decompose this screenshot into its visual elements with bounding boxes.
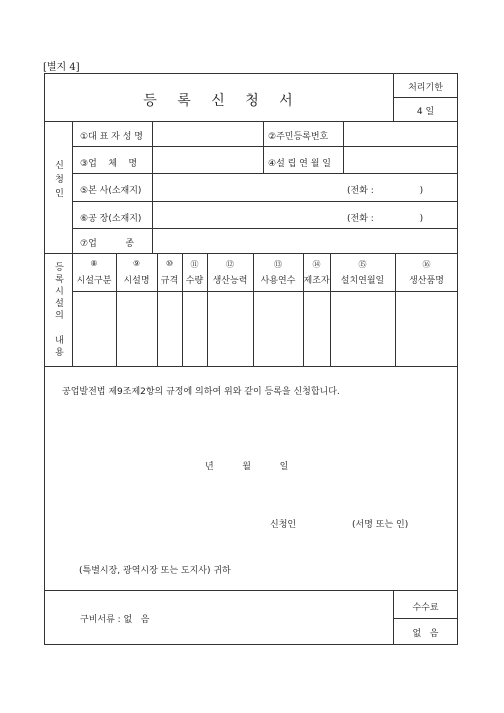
factory-phone: (전화 : ) bbox=[347, 214, 424, 224]
facility-column-header: 사용연수 bbox=[260, 276, 296, 286]
rrn-label: ②주민등록번호 bbox=[268, 132, 329, 142]
divider bbox=[72, 291, 458, 292]
divider bbox=[72, 201, 458, 202]
divider bbox=[157, 253, 158, 366]
head-office-label: ⑤본 사(소재지) bbox=[80, 186, 142, 196]
facility-column-number: ⑬ bbox=[274, 260, 282, 269]
fee-label: 수수료 bbox=[412, 603, 439, 613]
divider bbox=[393, 97, 458, 98]
facility-column-number: ⑯ bbox=[422, 260, 431, 269]
form-title: 등 록 신 청 서 bbox=[143, 93, 294, 109]
facility-column-header: 시설명 bbox=[123, 276, 150, 286]
facility-column-header: 설치연월일 bbox=[340, 276, 385, 286]
company-name-label: ③업 체 명 bbox=[80, 159, 138, 169]
divider bbox=[44, 590, 458, 591]
facility-column-number: ⑪ bbox=[190, 260, 199, 269]
form-id: [별지 4] bbox=[43, 62, 80, 73]
business-type-label: ⑦업 종 bbox=[80, 239, 135, 249]
divider bbox=[263, 121, 264, 173]
facility-column-header: 생산품명 bbox=[409, 276, 444, 286]
facility-column-number: ⑭ bbox=[312, 260, 321, 269]
divider bbox=[72, 228, 458, 229]
divider bbox=[72, 146, 458, 147]
divider bbox=[393, 618, 458, 619]
facility-column-header: 제조자 bbox=[303, 276, 330, 286]
facility-column-number: ⑮ bbox=[358, 260, 367, 269]
facilities-section-label: 등록시설의 내용 bbox=[53, 262, 63, 359]
divider bbox=[72, 121, 73, 253]
attachments: 구비서류 : 없 음 bbox=[80, 615, 150, 625]
fee-value: 없 음 bbox=[412, 629, 439, 639]
applicant-section-label: 신청인 bbox=[53, 160, 63, 202]
divider bbox=[44, 121, 458, 122]
divider bbox=[44, 366, 458, 367]
facility-column-header: 수량 bbox=[185, 276, 204, 286]
application-statement: 공업발전법 제9조제2항의 규정에 의하여 위와 같이 등록을 신청합니다. bbox=[62, 387, 340, 397]
divider bbox=[72, 173, 458, 174]
established-date-label: ④설 립 연 월 일 bbox=[268, 159, 331, 169]
divider bbox=[116, 253, 117, 366]
facility-column-number: ⑫ bbox=[226, 260, 234, 269]
processing-period-label: 처리기한 bbox=[408, 83, 443, 93]
signature-note: (서명 또는 인) bbox=[352, 520, 409, 530]
divider bbox=[343, 121, 344, 173]
facility-column-header: 규격 bbox=[160, 276, 179, 286]
facility-column-header: 시설구분 bbox=[76, 276, 112, 286]
divider bbox=[152, 121, 153, 253]
head-office-phone: (전화 : ) bbox=[347, 186, 424, 196]
divider bbox=[72, 253, 73, 366]
rep-name-label: ①대 표 자 성 명 bbox=[80, 132, 143, 142]
factory-label: ⑥공 장(소재지) bbox=[80, 214, 142, 224]
addressee: (특별시장, 광역시장 또는 도지사) 귀하 bbox=[79, 566, 231, 576]
facility-column-header: 생산능력 bbox=[212, 276, 248, 286]
processing-period-value: 4 일 bbox=[416, 107, 435, 117]
facility-column-number: ⑧ bbox=[90, 259, 98, 268]
application-date: 년 월 일 bbox=[205, 462, 289, 472]
signature-label: 신청인 bbox=[270, 520, 297, 530]
facility-column-number: ⑨ bbox=[132, 259, 141, 268]
facility-column-number: ⑩ bbox=[165, 259, 174, 268]
